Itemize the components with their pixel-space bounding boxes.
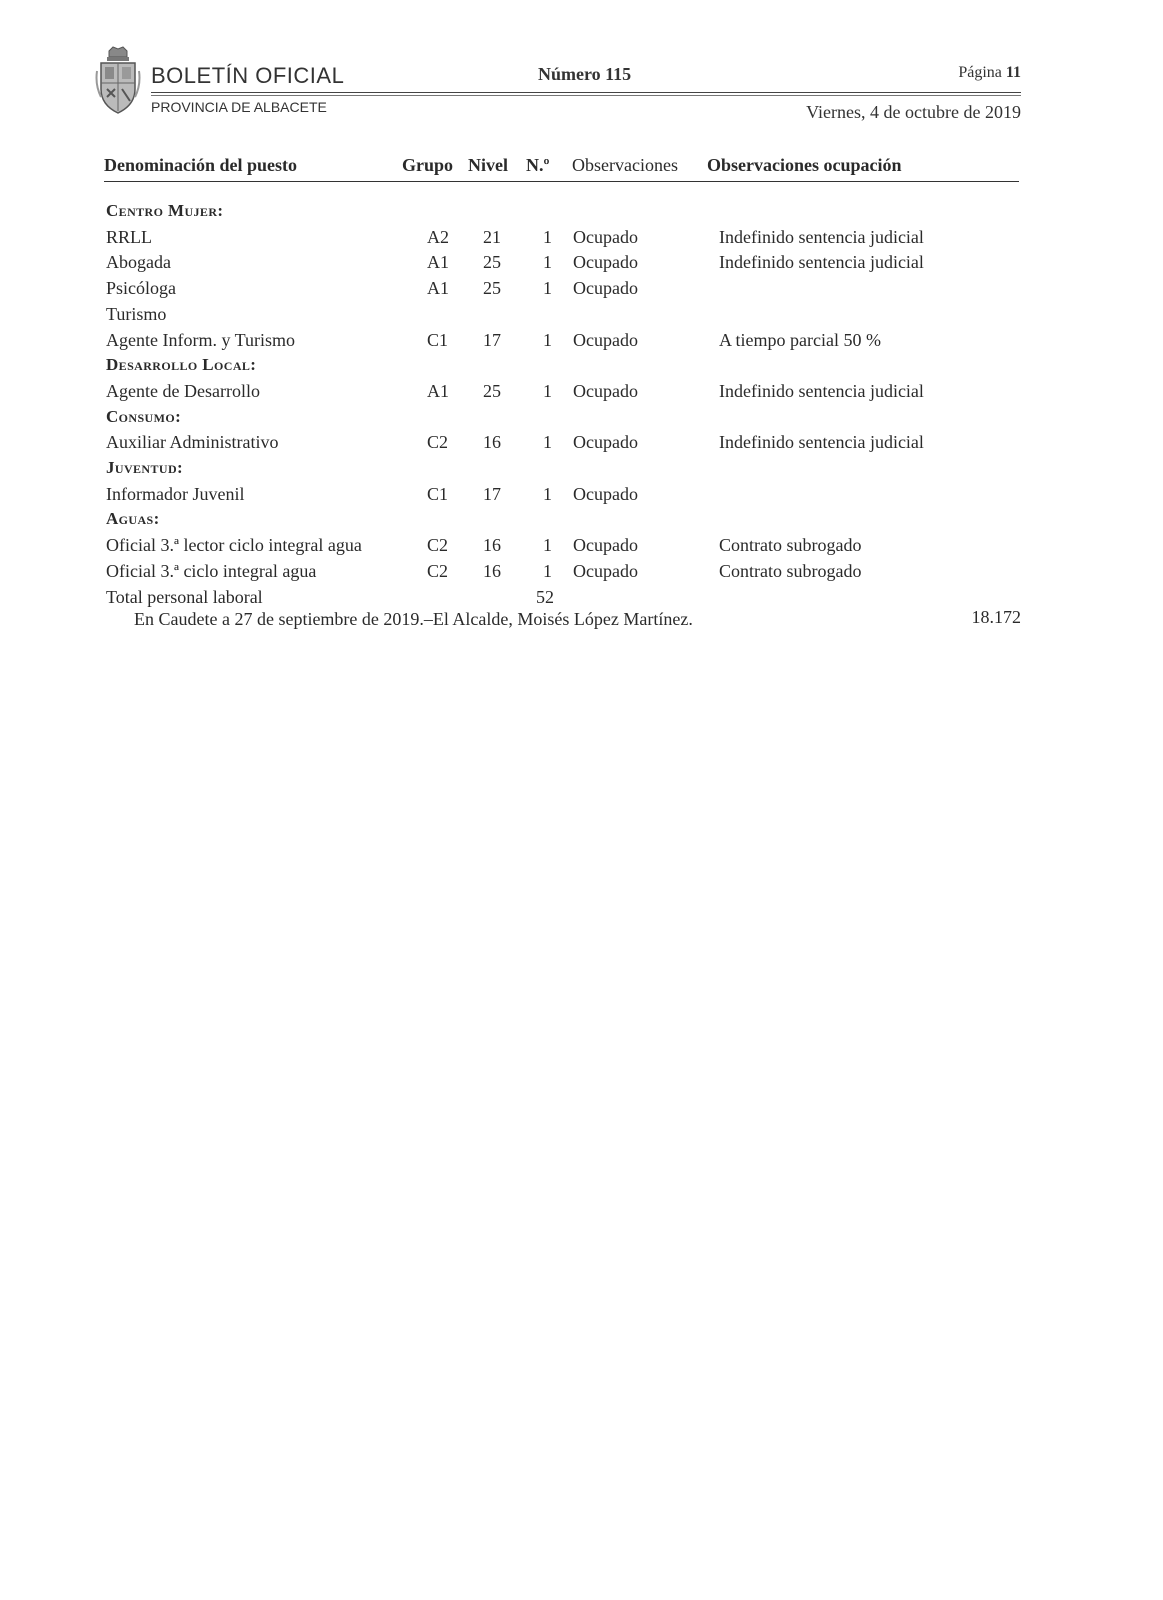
cell-name: Psicóloga — [106, 278, 176, 299]
cell-num: 1 — [543, 535, 552, 556]
cell-name: Turismo — [106, 303, 167, 324]
col-header-name: Denominación del puesto — [104, 155, 298, 175]
publication-subtitle: PROVINCIA DE ALBACETE — [151, 99, 327, 115]
cell-grupo: C2 — [427, 432, 449, 453]
cell-obs-ocupacion: Contrato subrogado — [719, 560, 862, 581]
cell-name: Agente Inform. y Turismo — [106, 329, 295, 350]
cell-num: 1 — [543, 252, 552, 273]
cell-name: Agente de Desarrollo — [106, 380, 260, 401]
cell-nivel: 17 — [483, 329, 501, 350]
cell-grupo: C1 — [427, 483, 449, 504]
issue-number: Número 115 — [538, 64, 632, 84]
cell-obs-ocupacion: Indefinido sentencia judicial — [719, 226, 924, 247]
cell-name: Informador Juvenil — [106, 483, 245, 504]
header-rule — [151, 92, 1021, 93]
cell-num: 1 — [543, 483, 552, 504]
table-row — [0, 381, 1163, 407]
cell-num: 1 — [543, 560, 552, 581]
cell-obs-ocupacion: Indefinido sentencia judicial — [719, 252, 924, 273]
cell-grupo: C1 — [427, 329, 449, 350]
cell-obs: Ocupado — [573, 252, 638, 273]
page-number — [958, 64, 1021, 82]
cell-obs: Ocupado — [573, 226, 638, 247]
cell-obs-ocupacion: A tiempo parcial 50 % — [719, 329, 881, 350]
section-row — [0, 458, 1163, 484]
cell-grupo: C2 — [427, 535, 449, 556]
table-row — [0, 330, 1163, 356]
cell-num: 1 — [543, 278, 552, 299]
page-value: 11 — [1005, 64, 1021, 81]
cell-nivel: 25 — [483, 380, 501, 401]
cell-name: Oficial 3.ª lector ciclo integral agua — [106, 535, 362, 556]
cell-obs: Ocupado — [573, 560, 638, 581]
header-rule — [151, 95, 1021, 96]
cell-obs-ocupacion: Indefinido sentencia judicial — [719, 432, 924, 453]
table-row — [0, 432, 1163, 458]
cell-obs: Ocupado — [573, 483, 638, 504]
section-title: Aguas: — [106, 509, 160, 529]
cell-name: Abogada — [106, 252, 171, 273]
cell-num: 1 — [543, 329, 552, 350]
table-row — [0, 278, 1163, 304]
cell-obs: Ocupado — [573, 278, 638, 299]
cell-grupo: A2 — [427, 226, 449, 247]
announcement-reference: 18.172 — [971, 607, 1021, 627]
cell-obs: Ocupado — [573, 380, 638, 401]
table-row — [0, 227, 1163, 253]
cell-name: Auxiliar Administrativo — [106, 432, 279, 453]
col-header-nivel: Nivel — [468, 155, 508, 175]
cell-obs: Ocupado — [573, 329, 638, 350]
cell-grupo: A1 — [427, 380, 449, 401]
cell-nivel: 16 — [483, 560, 501, 581]
table-row — [0, 252, 1163, 278]
cell-obs: Ocupado — [573, 535, 638, 556]
section-title: Centro Mujer: — [106, 201, 224, 220]
col-header-grupo: Grupo — [402, 155, 454, 175]
section-row — [0, 355, 1163, 381]
table-row — [0, 561, 1163, 587]
section-row — [0, 407, 1163, 433]
cell-name: Oficial 3.ª ciclo integral agua — [106, 560, 317, 581]
section-title: Juventud: — [106, 458, 184, 477]
page-label: Página — [958, 64, 1002, 81]
cell-nivel: 21 — [483, 226, 501, 247]
col-header-num: N.º — [526, 155, 550, 175]
cell-nivel: 16 — [483, 535, 501, 556]
cell-obs-ocupacion: Contrato subrogado — [719, 535, 862, 556]
col-header-obs: Observaciones — [572, 155, 678, 175]
section-title: Desarrollo Local: — [106, 355, 257, 375]
coat-of-arms-icon — [95, 45, 141, 117]
table-row — [0, 304, 1163, 330]
cell-obs: Ocupado — [573, 432, 638, 453]
publication-title: BOLETÍN OFICIAL — [151, 63, 345, 88]
table-row — [0, 535, 1163, 561]
col-header-obs-ocupacion: Observaciones ocupación — [707, 155, 902, 175]
cell-name: RRLL — [106, 226, 153, 247]
cell-nivel: 17 — [483, 483, 501, 504]
cell-obs-ocupacion: Indefinido sentencia judicial — [719, 380, 924, 401]
section-row — [0, 509, 1163, 535]
section-row — [0, 201, 1163, 227]
signature-line: En Caudete a 27 de septiembre de 2019.–El Alcalde, Moisés López Martínez. — [134, 609, 693, 629]
cell-num: 1 — [543, 226, 552, 247]
cell-nivel: 25 — [483, 252, 501, 273]
table-header-rule — [104, 181, 1019, 182]
cell-grupo: A1 — [427, 252, 449, 273]
cell-num: 1 — [543, 432, 552, 453]
publication-date: Viernes, 4 de octubre de 2019 — [806, 102, 1021, 122]
cell-nivel: 25 — [483, 278, 501, 299]
cell-nivel: 16 — [483, 432, 501, 453]
section-title: Consumo: — [106, 406, 182, 426]
table-row — [0, 484, 1163, 510]
cell-name: Total personal laboral — [106, 586, 263, 607]
cell-num: 1 — [543, 380, 552, 401]
cell-num: 52 — [536, 586, 554, 607]
cell-grupo: A1 — [427, 278, 449, 299]
cell-grupo: C2 — [427, 560, 449, 581]
